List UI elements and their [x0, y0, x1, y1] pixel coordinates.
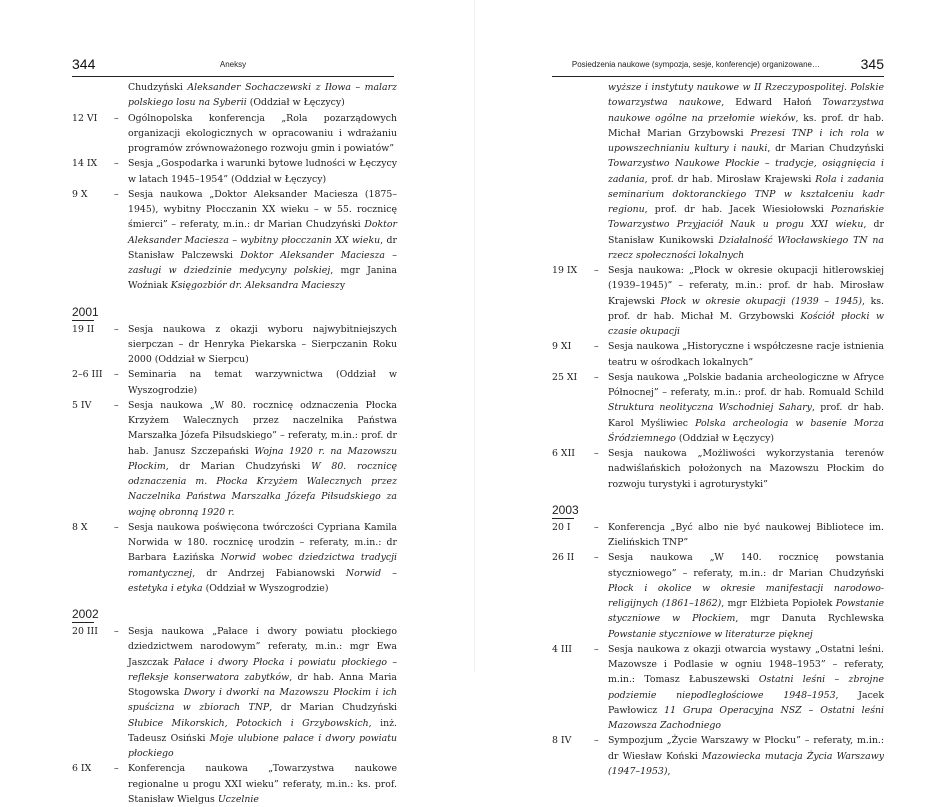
entry-date: 4 III	[552, 643, 572, 655]
entry-text	[608, 733, 884, 779]
entry-dash: –	[114, 399, 119, 411]
entry-text-segment: , prof. dr hab. Mirosław Krajewski	[644, 173, 816, 185]
entry-text	[608, 520, 884, 551]
entry-list	[72, 624, 397, 807]
entry-text-segment: Sesja naukowa „Doktor Aleksander Maciesza (1875–1945), wybitny Płocczanin XX wieku – w 55. rocznicę śmierci” – referaty, m.in.: dr Marian Chudzyński	[128, 188, 397, 231]
entry-title-italic: Polska archeologia w basenie Morza Śródziemnego	[608, 417, 884, 444]
entry-date: 25 XI	[552, 371, 578, 383]
entry-text	[128, 520, 397, 596]
entry-date: 20 I	[552, 521, 571, 533]
entry-date: 8 X	[72, 521, 88, 533]
entry-text	[608, 263, 884, 339]
entry-dash	[594, 80, 608, 263]
calendar-entry	[552, 446, 884, 492]
calendar-entry	[72, 111, 397, 157]
entry-text-segment: , dr Stanisław Kunikowski	[608, 219, 885, 246]
entry-text	[128, 111, 397, 157]
entry-dash: –	[594, 643, 599, 655]
entry-title-italic: Powstanie styczniowe w literaturze pięknej	[608, 628, 813, 640]
entry-title-italic: Aleksander Sochaczewski z Iłowa – malarz polskiego losu na Syberii	[128, 82, 397, 109]
entry-title-italic: Moje ulubione pałace i dwory powiatu płockiego	[128, 732, 398, 759]
entry-dash: –	[594, 341, 599, 353]
left-page-header	[72, 52, 394, 77]
entry-text-segment: Sesja naukowa: „Płock w okresie okupacji hitlerowskiej (1939–1945)” – referaty, m.in.: prof. dr hab. Mirosław Krajewski	[608, 265, 884, 307]
entry-date: 9 XI	[552, 341, 572, 353]
calendar-entry	[72, 398, 397, 520]
entry-title-italic: Prezesi TNP i ich rola w upowszechnianiu kultury i nauki	[608, 127, 884, 154]
entry-text-segment: Seminaria na temat warzywnictwa (Oddział w Wyszogrodzie)	[128, 369, 397, 396]
calendar-entry	[72, 367, 397, 398]
entry-date: 6 IX	[72, 763, 92, 775]
entry-text	[128, 80, 397, 111]
entry-dash: –	[594, 448, 599, 459]
entry-text-segment: Sesja naukowa „W 140. rocznicę powstania styczniowego” – referaty, m.in.: dr Marian Chudzyński	[608, 552, 884, 579]
entry-text	[128, 156, 397, 187]
entry-title-italic: Struktura neolityczna Wschodniej Sahary	[608, 402, 812, 414]
entry-text-segment: , dr hab. Anna Maria Stogowska	[128, 671, 397, 698]
entry-text-segment: , dr Marian Chudzyński	[767, 143, 884, 154]
year-heading-2001: 2001	[72, 304, 99, 319]
entry-dash: –	[594, 371, 599, 383]
entry-text-segment: , dr Andrzej Fabianowski	[192, 567, 346, 579]
entry-text-segment: , dr Marian Chudzyński	[269, 702, 398, 714]
entry-title-italic: W 80. rocznicę odznaczenia m. Płocka Krzyżem Walecznych przez Naczelnika Państwa Marszałka Józefa Piłsudskiego za wojnę obronną 1920 r.	[128, 460, 398, 518]
year-heading-2002: 2002	[72, 607, 99, 621]
page-number-right: 345	[860, 56, 884, 72]
entry-dash: –	[594, 735, 599, 747]
entry-text-segment: Sesja „Gospodarka i warunki bytowe ludności w Łęczycy w latach 1945–1954” (Oddział w Łęczycy)	[128, 158, 397, 185]
calendar-entry	[552, 733, 884, 779]
entry-text	[128, 624, 397, 761]
entry-title-italic: wyższe i instytuty naukowe w II Rzeczypospolitej. Polskie towarzystwa naukowe	[608, 82, 884, 109]
year-heading-2003: 2003	[552, 502, 579, 517]
entry-text-segment: Sesja naukowa „Polskie badania archeologiczne w Afryce Północnej” – referaty, m.in.: prof. dr hab. Romuald Schild	[608, 371, 884, 398]
entry-text-segment: , inż. Tadeusz Osiński	[128, 717, 397, 744]
entry-date: 19 IX	[552, 265, 578, 276]
calendar-entry	[552, 550, 884, 642]
entry-dash: –	[114, 158, 119, 170]
entry-text-segment: , dr Stanisław Palczewski	[128, 234, 397, 261]
entry-text	[608, 642, 884, 734]
page-number-left: 344	[72, 56, 96, 72]
calendar-entry	[72, 761, 397, 807]
entry-text-segment: (Oddział w Wyszogrodzie)	[202, 582, 329, 594]
entry-text-segment: Sesja naukowa „Pałace i dwory powiatu płockiego dziedzictwem narodowym” referaty, m.in.: mgr Ewa Jaszczak	[128, 626, 397, 668]
entry-text-segment: (Oddział w Łęczycy)	[246, 97, 345, 109]
right-page	[475, 0, 950, 777]
entry-date: 12 VI	[72, 112, 98, 124]
entry-title-italic: Towarzystwa naukowe ogólne na przełomie wieków	[608, 97, 884, 124]
calendar-entry	[552, 370, 884, 446]
entry-text-segment: , prof. dr hab. Karol Myśliwiec	[608, 402, 884, 429]
entry-text	[608, 446, 884, 492]
entry-text-segment: , Edward Hałoń	[721, 97, 823, 109]
entry-dash: –	[114, 521, 119, 533]
entry-text	[128, 322, 397, 368]
entry-text-segment: , dr Marian Chudzyński	[165, 460, 312, 472]
entry-text-segment: Chudzyński	[128, 82, 188, 93]
entry-list	[72, 322, 397, 597]
entry-title-italic: Doktor Aleksander Maciesza – wybitny płocczanin XX wieku	[128, 219, 397, 246]
entry-dash: –	[594, 521, 599, 533]
entry-date	[552, 80, 594, 263]
entry-title-italic: Słubice Mikorskich, Potockich i Grzybowskich	[128, 717, 369, 729]
entry-title-italic: Rola i zadania seminarium doktoranckiego TNP w kształceniu kadr regionu	[608, 173, 884, 215]
entry-text-segment: Konferencja naukowa „Towarzystwa naukowe regionalne u progu XXI wieku” referaty, m.in.: ks. prof. Stanisław Wielgus	[128, 763, 397, 805]
entry-text-segment: , ks. prof. dr hab. Michał Marian Grzybowski	[608, 112, 884, 139]
right-page-body	[552, 80, 884, 779]
calendar-entry	[552, 520, 884, 551]
entry-title-italic: Powstanie styczniowe w Płockiem	[608, 598, 884, 625]
entry-list	[552, 80, 884, 492]
calendar-entry	[72, 156, 397, 187]
entry-title-italic: 11 Grupa Operacyjna NSZ – Ostatni leśni Mazowsza Zachodniego	[608, 704, 884, 731]
entry-title-italic: Płock i okolice w okresie manifestacji narodowo-religijnych (1861–1862)	[608, 582, 884, 609]
calendar-entry	[72, 322, 397, 368]
calendar-entry	[552, 339, 884, 370]
entry-dash: –	[114, 763, 119, 775]
calendar-entry	[552, 263, 884, 339]
entry-dash: –	[594, 265, 599, 276]
entry-text	[608, 370, 884, 446]
entry-text-segment: Sesja naukowa poświęcona twórczości Cypriana Kamila Norwida w 180. rocznicę urodzin – referaty, m.in.: dr Barbara Łazińska	[128, 521, 397, 564]
entry-date: 5 IV	[72, 399, 92, 411]
entry-date: 6 XII	[552, 448, 575, 459]
entry-text-segment: , prof. dr hab. Jacek Wiesiołowski	[644, 204, 831, 215]
entry-text-segment: Sesja naukowa „W 80. rocznicę odznaczenia Płocka Krzyżem Walecznych przez naczelnika Państwa Marszałka Józefa Piłsudskiego” – referaty, m.in.: prof. dr hab. Janusz Szczepański	[128, 399, 397, 457]
entry-title-italic: Uczelnie	[217, 793, 259, 805]
running-head-right: Posiedzenia naukowe (sympozja, sesje, konferencje) organizowane…	[571, 60, 820, 69]
entry-date	[72, 80, 114, 111]
entry-title-italic: Doktor Aleksander Maciesza – zasługi w dziedzinie medycyny polskiej	[128, 249, 397, 276]
entry-text	[128, 761, 397, 807]
entry-date: 14 IX	[72, 158, 98, 170]
entry-text-segment: Sympozjum „Życie Warszawy w Płocku” – referaty, m.in.: dr Wiesław Koński	[608, 735, 884, 762]
entry-dash: –	[114, 112, 119, 124]
entry-text-segment: , mgr Janina Woźniak	[128, 265, 397, 292]
running-head-left: Aneksy	[219, 60, 247, 69]
entry-title-italic: Działalność Włocławskiego TN na rzecz społeczności lokalnych	[608, 234, 884, 261]
entry-text-segment: y	[339, 280, 346, 292]
entry-title-italic: Płock w okresie okupacji (1939 – 1945)	[660, 295, 863, 307]
entry-text-segment: , mgr Danuta Rychlewska	[735, 613, 884, 625]
entry-dash: –	[114, 188, 119, 200]
entry-date: 20 III	[72, 626, 98, 637]
calendar-entry	[72, 520, 397, 596]
entry-text-segment: , Jacek Pawłowicz	[608, 689, 884, 716]
calendar-entry	[72, 624, 397, 761]
entry-text	[608, 550, 884, 642]
entry-text	[128, 187, 397, 294]
entry-date: 19 II	[72, 323, 95, 335]
entry-text	[608, 80, 884, 263]
entry-title-italic: Kościół płocki w czasie okupacji	[608, 310, 885, 337]
right-page-header	[552, 52, 884, 77]
entry-dash: –	[114, 626, 119, 637]
entry-title-italic: Księgozbiór dr. Aleksandra Maciesz	[170, 280, 340, 292]
entry-text-segment: , ks. prof. dr hab. Michał M. Grzybowski	[608, 295, 885, 322]
entry-text-segment: ,	[667, 765, 671, 777]
entry-text-segment: , mgr Elżbieta Popiołek	[721, 598, 836, 609]
entry-text-segment: Sesja naukowa z okazji wyboru najwybitniejszych sierpczan – dr Henryka Piekarska – Sierpczanin Roku 2000 (Oddział w Sierpcu)	[128, 323, 397, 365]
entry-date: 9 X	[72, 188, 88, 200]
calendar-entry	[72, 187, 397, 294]
entry-text	[608, 339, 884, 370]
entry-text-segment: Konferencja „Być albo nie być naukowej Bibliotece im. Zielińskich TNP”	[608, 521, 884, 548]
entry-dash: –	[114, 369, 119, 381]
entry-text	[128, 367, 397, 398]
entry-list	[72, 80, 397, 294]
entry-title-italic: Ostatni leśni – zbrojne podziemie niepodległościowe 1948–1953	[608, 674, 885, 701]
entry-title-italic: Mazowiecka mutacja Życia Warszawy (1947–1953)	[608, 750, 884, 777]
entry-text-segment: Sesja naukowa z okazji otwarcia wystawy „Ostatni leśni. Mazowsze i Podlasie w ogniu 1948–1953” – referaty, m.in.: Tomasz Łabuszewski	[608, 643, 884, 686]
entry-text-segment: Ogólnopolska konferencja „Rola pozarządowych organizacji ekologicznych w opracowaniu i wdrażaniu programów zrównoważonego rozwoju gmin i powiatów”	[128, 112, 397, 154]
entry-text	[128, 398, 397, 520]
entry-dash: –	[114, 323, 119, 335]
left-page-body	[72, 80, 397, 807]
entry-text-segment: Sesja naukowa „Możliwości wykorzystania terenów nadwiślańskich położonych na Mazowszu Płockim do rozwoju turystyki i agroturystyki”	[608, 448, 884, 490]
entry-title-italic: Pałace i dwory Płocka i powiatu płockiego – refleksje konserwatora zabytków	[128, 656, 397, 683]
entry-title-italic: Poznańskie Towarzystwo Przyjaciół Nauk u progu XXI wieku	[608, 204, 884, 231]
entry-text-segment: Sesja naukowa „Historyczne i współczesne racje istnienia teatru w ośrodkach lokalnych”	[608, 341, 884, 368]
entry-dash	[114, 80, 128, 111]
calendar-entry	[72, 80, 397, 111]
entry-title-italic: Dwory i dworki na Mazowszu Płockim i ich spuścizna w zbiorach TNP	[128, 687, 397, 714]
calendar-entry	[552, 642, 884, 734]
entry-title-italic: Norwid – estetyka i etyka	[128, 567, 397, 594]
entry-date: 26 II	[552, 552, 575, 564]
left-page	[0, 0, 475, 805]
entry-date: 2–6 III	[72, 369, 103, 381]
entry-dash: –	[594, 552, 599, 564]
calendar-entry	[552, 80, 884, 263]
entry-title-italic: Norwid wobec dziedzictwa tradycji romantycznej	[128, 552, 397, 579]
entry-text-segment: (Oddział w Łęczycy)	[675, 432, 774, 444]
entry-date: 8 IV	[552, 735, 572, 747]
entry-list	[552, 520, 884, 779]
entry-title-italic: Wojna 1920 r. na Mazowszu Płockim	[128, 445, 397, 472]
entry-title-italic: Towarzystwo Naukowe Płockie – tradycje, osiągnięcia i zadania	[608, 158, 884, 185]
